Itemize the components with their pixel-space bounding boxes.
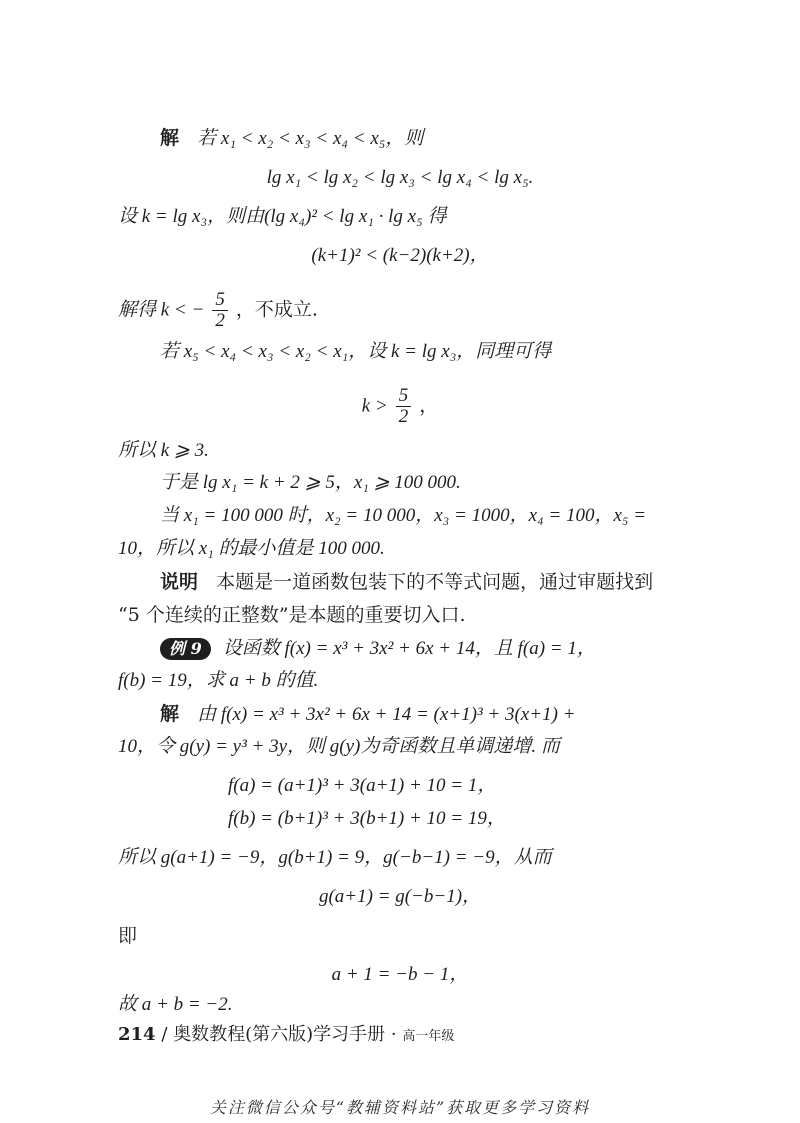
result-suffix: ，不成立. [235, 298, 318, 321]
note-line-1 [160, 569, 653, 595]
case2-suffix: ， [419, 394, 439, 417]
page-number: 214 [118, 1024, 156, 1045]
fraction-denominator: 2 [215, 310, 225, 331]
equation-fb: f(b) = (b+1)³ + 3(b+1) + 10 = 19， [228, 808, 506, 829]
fraction-numerator: 5 [396, 386, 412, 407]
case2-result [0, 386, 800, 427]
example-badge: 例 9 [160, 638, 211, 660]
solution2-line-2: 10，令 g(y) = y³ + 3y，则 g(y)为奇函数且单调递增. 而 [118, 736, 560, 757]
ie-label: 即 [118, 925, 138, 947]
then-line: 于是 lg x₁ = k + 2 ⩾ 5，x₁ ⩾ 100 000. [160, 472, 461, 493]
fraction-denominator: 2 [398, 406, 409, 427]
note-label: 说明 [160, 571, 199, 593]
page-footer [118, 1023, 454, 1049]
k-inequality: (k+1)² < (k−2)(k+2)， [311, 245, 489, 266]
set-k-line: 设 k = lg x₃，则由(lg x₄)² < lg x₁ · lg x₅ 得 [118, 206, 447, 227]
solution-label: 解 [160, 703, 180, 725]
note-text-1: 本题是一道函数包装下的不等式问题，通过审题找到 [216, 571, 654, 593]
intro-text: 若 x₁ < x₂ < x₃ < x₄ < x₅，则 [197, 128, 424, 149]
a-equation: a + 1 = −b − 1， [331, 964, 469, 985]
fraction-numerator: 5 [212, 290, 228, 311]
solution-intro [160, 125, 423, 152]
equation-fa: f(a) = (a+1)³ + 3(a+1) + 10 = 1， [228, 775, 497, 796]
result-prefix: 解得 k < − [118, 299, 205, 321]
example9-line-2: f(b) = 19，求 a + b 的值. [118, 670, 319, 691]
case2-line: 若 x₅ < x₄ < x₃ < x₂ < x₁，设 k = lg x₃，同理可得 [160, 341, 552, 362]
example9-line-1 [160, 635, 596, 662]
five-halves-fraction [396, 386, 412, 427]
solution-label: 解 [160, 127, 180, 149]
final-answer: 故 a + b = −2. [118, 994, 233, 1015]
so-k-line: 所以 k ⩾ 3. [118, 440, 209, 461]
so-g-line: 所以 g(a+1) = −9，g(b+1) = 9，g(−b−1) = −9，从而 [118, 847, 552, 868]
watermark-text: 关注微信公众号“教辅资料站”获取更多学习资料 [209, 1098, 591, 1117]
five-halves-fraction [212, 290, 228, 331]
example9-text-1: 设函数 f(x) = x³ + 3x² + 6x + 14，且 f(a) = 1， [222, 638, 596, 659]
when-line-2: 10，所以 x₁ 的最小值是 100 000. [118, 538, 385, 559]
when-line-1: 当 x₁ = 100 000 时，x₂ = 10 000，x₃ = 1000，x₄ = 100，x₅ = [160, 505, 647, 526]
case2-prefix: k > [361, 395, 388, 417]
result-line [118, 290, 318, 331]
lg-chain: lg x₁ < lg x₂ < lg x₃ < lg x₄ < lg x₅. [266, 167, 534, 188]
book-title: 奥数教程(第六版)学习手册 · [173, 1024, 397, 1045]
solution2-line-1 [160, 701, 575, 728]
g-equality: g(a+1) = g(−b−1)， [318, 886, 482, 907]
footer-separator: / [161, 1024, 168, 1045]
grade-label: 高一年级 [402, 1029, 455, 1044]
solution2-text-1: 由 f(x) = x³ + 3x² + 6x + 14 = (x+1)³ + 3(x+1) + [197, 704, 576, 725]
note-line-2: “5 个连续的正整数”是本题的重要切入口. [118, 604, 466, 626]
